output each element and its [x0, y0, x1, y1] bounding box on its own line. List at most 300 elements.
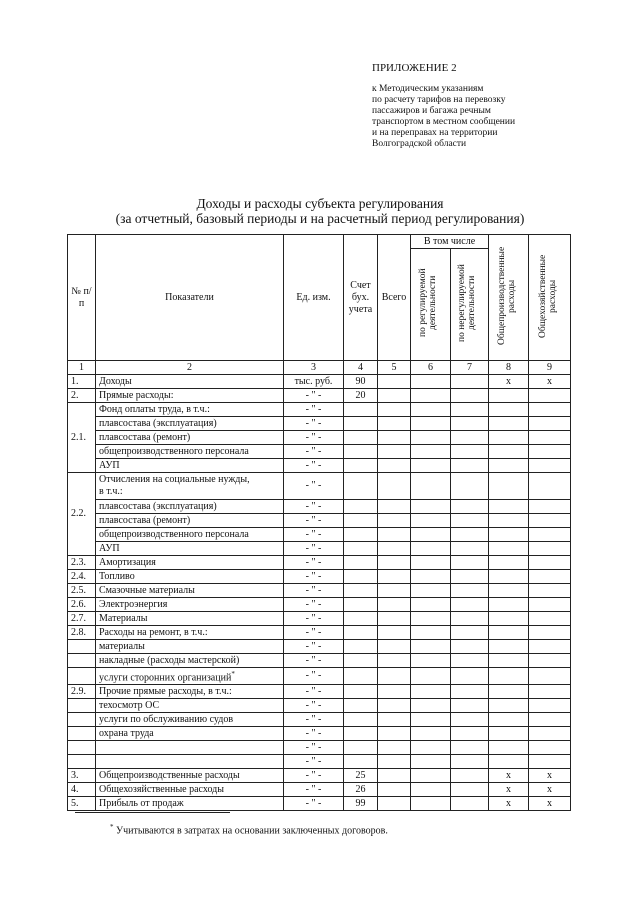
row-account	[344, 473, 378, 500]
indicator-text: услуги по обслуживанию судов	[99, 713, 234, 725]
appendix-line: пассажиров и багажа речным	[372, 106, 491, 116]
indicator-text: плавсостава (эксплуатация)	[99, 500, 217, 512]
indicator-text: плавсостава (ремонт)	[99, 514, 191, 526]
row-indicator	[96, 584, 284, 598]
indicator-text-cont: в т.ч.:	[99, 486, 123, 497]
row-general-prod	[489, 570, 529, 584]
row-general-admin	[529, 570, 571, 584]
row-regulated	[411, 626, 451, 640]
row-general-admin	[529, 699, 571, 713]
table-row	[68, 459, 571, 473]
row-account	[344, 654, 378, 668]
row-account	[344, 570, 378, 584]
row-indicator	[96, 699, 284, 713]
table-row	[68, 500, 571, 514]
row-nonregulated	[451, 556, 489, 570]
row-number	[68, 699, 96, 713]
row-general-prod	[489, 417, 529, 431]
row-general-prod	[489, 598, 529, 612]
document-title	[0, 196, 640, 226]
row-unit: - " -	[284, 584, 344, 598]
indicator-text: Прямые расходы:	[99, 389, 174, 401]
row-account	[344, 612, 378, 626]
row-general-admin	[529, 403, 571, 417]
row-nonregulated	[451, 640, 489, 654]
row-number	[68, 713, 96, 727]
indicator-text: охрана труда	[99, 727, 154, 739]
row-general-prod	[489, 713, 529, 727]
table-row	[68, 542, 571, 556]
indicator-text: плавсостава (ремонт)	[99, 431, 191, 443]
row-account: 26	[344, 783, 378, 797]
row-number	[68, 755, 96, 769]
footnote-mark: *	[110, 823, 114, 831]
row-general-admin	[529, 713, 571, 727]
row-general-admin	[529, 598, 571, 612]
row-regulated	[411, 570, 451, 584]
row-unit: - " -	[284, 445, 344, 459]
row-general-admin: x	[529, 769, 571, 783]
row-general-admin	[529, 626, 571, 640]
row-regulated	[411, 431, 451, 445]
row-general-admin	[529, 459, 571, 473]
table-row	[68, 528, 571, 542]
row-number	[68, 654, 96, 668]
row-total	[378, 584, 411, 598]
row-total	[378, 769, 411, 783]
appendix-line: и на переправах на территории	[372, 128, 498, 138]
row-nonregulated	[451, 783, 489, 797]
col-number: 1	[68, 361, 96, 375]
table-row	[68, 626, 571, 640]
header-nonregulated: по нерегулируемой деятельности	[451, 249, 489, 361]
row-indicator	[96, 668, 284, 685]
row-account	[344, 500, 378, 514]
appendix-reference	[372, 84, 582, 150]
row-general-prod	[489, 403, 529, 417]
row-total	[378, 445, 411, 459]
row-nonregulated	[451, 626, 489, 640]
indicator-text: АУП	[99, 542, 120, 554]
row-indicator	[96, 654, 284, 668]
table-row	[68, 556, 571, 570]
row-general-admin	[529, 556, 571, 570]
row-nonregulated	[451, 598, 489, 612]
row-total	[378, 612, 411, 626]
row-total	[378, 741, 411, 755]
row-general-admin	[529, 685, 571, 699]
title-line-1: Доходы и расходы субъекта регулирования	[196, 196, 444, 211]
row-nonregulated	[451, 668, 489, 685]
table-row	[68, 640, 571, 654]
row-nonregulated	[451, 403, 489, 417]
indicator-text: Смазочные материалы	[99, 584, 195, 596]
indicator-text: накладные (расходы мастерской)	[99, 654, 240, 666]
appendix-line: по расчету тарифов на перевозку	[372, 95, 506, 105]
row-nonregulated	[451, 459, 489, 473]
row-regulated	[411, 514, 451, 528]
col-number: 7	[451, 361, 489, 375]
row-regulated	[411, 417, 451, 431]
row-nonregulated	[451, 612, 489, 626]
table-row	[68, 769, 571, 783]
row-total	[378, 598, 411, 612]
table-row	[68, 431, 571, 445]
indicator-text: плавсостава (эксплуатация)	[99, 417, 217, 429]
row-nonregulated	[451, 685, 489, 699]
row-indicator	[96, 640, 284, 654]
row-general-admin	[529, 741, 571, 755]
row-unit: - " -	[284, 556, 344, 570]
row-number	[68, 640, 96, 654]
row-unit: - " -	[284, 598, 344, 612]
indicator-text: Амортизация	[99, 556, 156, 568]
table-row	[68, 685, 571, 699]
indicator-text: услуги сторонних организаций	[99, 672, 232, 684]
row-indicator	[96, 727, 284, 741]
row-account	[344, 556, 378, 570]
row-unit: - " -	[284, 612, 344, 626]
row-regulated	[411, 375, 451, 389]
indicator-text: Расходы на ремонт, в т.ч.:	[99, 626, 208, 638]
row-regulated	[411, 699, 451, 713]
row-indicator	[96, 612, 284, 626]
row-general-prod	[489, 556, 529, 570]
row-nonregulated	[451, 654, 489, 668]
row-general-prod	[489, 473, 529, 500]
row-regulated	[411, 685, 451, 699]
row-general-admin	[529, 473, 571, 500]
row-unit: - " -	[284, 741, 344, 755]
row-account: 25	[344, 769, 378, 783]
footnote-ref: *	[231, 670, 235, 678]
row-unit: - " -	[284, 769, 344, 783]
row-total	[378, 528, 411, 542]
indicator-text: общепроизводственного персонала	[99, 445, 249, 457]
row-nonregulated	[451, 570, 489, 584]
indicator-text: Топливо	[99, 570, 135, 582]
indicator-text: общепроизводственного персонала	[99, 528, 249, 540]
col-number: 3	[284, 361, 344, 375]
appendix-line: к Методическим указаниям	[372, 84, 484, 94]
row-nonregulated	[451, 542, 489, 556]
row-total	[378, 654, 411, 668]
row-number: 3.	[68, 769, 96, 783]
row-general-admin	[529, 668, 571, 685]
row-general-admin	[529, 654, 571, 668]
row-general-prod: x	[489, 375, 529, 389]
table-row	[68, 755, 571, 769]
row-regulated	[411, 783, 451, 797]
header-total: Всего	[378, 235, 411, 361]
row-general-admin	[529, 528, 571, 542]
row-general-prod	[489, 542, 529, 556]
row-unit: - " -	[284, 528, 344, 542]
row-account	[344, 727, 378, 741]
row-general-prod	[489, 654, 529, 668]
footnote-text: Учитываются в затратах на основании заключенных договоров.	[113, 825, 388, 837]
table-row	[68, 514, 571, 528]
row-general-prod	[489, 668, 529, 685]
row-unit: - " -	[284, 431, 344, 445]
row-unit: - " -	[284, 542, 344, 556]
table-row	[68, 473, 571, 500]
row-indicator	[96, 514, 284, 528]
row-general-prod	[489, 612, 529, 626]
row-account	[344, 445, 378, 459]
row-account	[344, 459, 378, 473]
table-row	[68, 375, 571, 389]
row-general-admin	[529, 755, 571, 769]
row-total	[378, 556, 411, 570]
row-total	[378, 375, 411, 389]
row-general-prod	[489, 389, 529, 403]
table-row	[68, 584, 571, 598]
row-unit: - " -	[284, 654, 344, 668]
row-general-admin	[529, 612, 571, 626]
row-total	[378, 403, 411, 417]
indicator-text: Общехозяйственные расходы	[99, 783, 224, 795]
row-indicator	[96, 417, 284, 431]
row-account	[344, 755, 378, 769]
row-general-admin	[529, 389, 571, 403]
row-total	[378, 473, 411, 500]
row-total	[378, 783, 411, 797]
row-nonregulated	[451, 500, 489, 514]
header-regulated: по регулируемой деятельности	[411, 249, 451, 361]
row-number: 4.	[68, 783, 96, 797]
row-nonregulated	[451, 769, 489, 783]
row-account	[344, 542, 378, 556]
row-regulated	[411, 528, 451, 542]
indicator-text: Электроэнергия	[99, 598, 168, 610]
row-unit: - " -	[284, 417, 344, 431]
row-regulated	[411, 769, 451, 783]
row-general-prod: x	[489, 797, 529, 811]
row-unit: - " -	[284, 626, 344, 640]
footnote	[110, 823, 388, 836]
row-regulated	[411, 668, 451, 685]
indicator-text: Прочие прямые расходы, в т.ч.:	[99, 685, 232, 697]
row-general-prod	[489, 514, 529, 528]
row-unit: - " -	[284, 640, 344, 654]
row-general-prod	[489, 431, 529, 445]
row-general-admin: x	[529, 375, 571, 389]
row-total	[378, 640, 411, 654]
row-account	[344, 668, 378, 685]
row-nonregulated	[451, 514, 489, 528]
row-regulated	[411, 459, 451, 473]
row-regulated	[411, 612, 451, 626]
row-number	[68, 668, 96, 685]
row-indicator	[96, 500, 284, 514]
header-num: № п/п	[68, 235, 96, 361]
table-row	[68, 654, 571, 668]
row-account	[344, 403, 378, 417]
row-total	[378, 797, 411, 811]
row-total	[378, 431, 411, 445]
header-account: Счет бух. учета	[344, 235, 378, 361]
row-number: 5.	[68, 797, 96, 811]
row-number: 2.5.	[68, 584, 96, 598]
row-number	[68, 741, 96, 755]
row-regulated	[411, 640, 451, 654]
col-number: 2	[96, 361, 284, 375]
row-indicator	[96, 403, 284, 417]
indicator-text: Доходы	[99, 375, 132, 387]
row-unit: - " -	[284, 685, 344, 699]
row-indicator	[96, 445, 284, 459]
col-number: 8	[489, 361, 529, 375]
table-row	[68, 797, 571, 811]
row-general-prod	[489, 640, 529, 654]
table-row	[68, 389, 571, 403]
row-number: 2.9.	[68, 685, 96, 699]
row-regulated	[411, 755, 451, 769]
row-regulated	[411, 445, 451, 459]
row-indicator	[96, 769, 284, 783]
table-row	[68, 612, 571, 626]
income-expense-table	[67, 234, 571, 811]
row-indicator	[96, 741, 284, 755]
row-general-admin: x	[529, 797, 571, 811]
row-regulated	[411, 542, 451, 556]
header-incl: В том числе	[411, 235, 489, 249]
indicator-text: Общепроизводственные расходы	[99, 769, 240, 781]
row-regulated	[411, 389, 451, 403]
row-general-prod	[489, 755, 529, 769]
table-row	[68, 699, 571, 713]
table-row	[68, 783, 571, 797]
row-indicator	[96, 473, 284, 500]
row-unit: - " -	[284, 797, 344, 811]
row-total	[378, 570, 411, 584]
indicator-text: Фонд оплаты труда, в т.ч.:	[99, 403, 210, 415]
row-number	[68, 727, 96, 741]
title-line-2: (за отчетный, базовый периоды и на расчетный период регулирования)	[115, 211, 525, 226]
row-number: 2.1.	[68, 403, 96, 473]
row-account: 99	[344, 797, 378, 811]
row-total	[378, 668, 411, 685]
row-general-prod	[489, 500, 529, 514]
row-indicator	[96, 685, 284, 699]
header-unit: Ед. изм.	[284, 235, 344, 361]
row-total	[378, 417, 411, 431]
row-regulated	[411, 654, 451, 668]
row-unit: - " -	[284, 389, 344, 403]
row-indicator	[96, 713, 284, 727]
row-general-prod	[489, 626, 529, 640]
row-account	[344, 626, 378, 640]
row-regulated	[411, 797, 451, 811]
row-account	[344, 713, 378, 727]
row-nonregulated	[451, 528, 489, 542]
row-indicator	[96, 783, 284, 797]
row-total	[378, 542, 411, 556]
row-general-admin	[529, 727, 571, 741]
col-number: 5	[378, 361, 411, 375]
row-indicator	[96, 389, 284, 403]
row-unit: - " -	[284, 500, 344, 514]
row-total	[378, 727, 411, 741]
row-nonregulated	[451, 741, 489, 755]
row-general-prod: x	[489, 769, 529, 783]
row-indicator	[96, 375, 284, 389]
table-row	[68, 570, 571, 584]
table-row	[68, 727, 571, 741]
row-account: 90	[344, 375, 378, 389]
row-account	[344, 640, 378, 654]
row-total	[378, 699, 411, 713]
row-nonregulated	[451, 699, 489, 713]
col-number: 9	[529, 361, 571, 375]
row-indicator	[96, 598, 284, 612]
row-unit: - " -	[284, 783, 344, 797]
row-nonregulated	[451, 375, 489, 389]
row-unit: - " -	[284, 668, 344, 685]
row-regulated	[411, 598, 451, 612]
table-row	[68, 403, 571, 417]
row-total	[378, 626, 411, 640]
row-general-prod	[489, 584, 529, 598]
row-nonregulated	[451, 584, 489, 598]
col-number: 6	[411, 361, 451, 375]
appendix-line: транспортом в местном сообщении	[372, 117, 516, 127]
row-indicator	[96, 528, 284, 542]
row-general-admin	[529, 417, 571, 431]
row-number: 2.8.	[68, 626, 96, 640]
row-account	[344, 598, 378, 612]
row-unit: - " -	[284, 570, 344, 584]
header-row	[68, 235, 571, 249]
row-general-admin	[529, 445, 571, 459]
row-indicator	[96, 755, 284, 769]
table-row	[68, 668, 571, 685]
indicator-text: Отчисления на социальные нужды,	[99, 474, 250, 485]
table-row	[68, 598, 571, 612]
header-indicator: Показатели	[96, 235, 284, 361]
header-general-prod: Общепроизводственные расходы	[489, 235, 529, 361]
row-account	[344, 431, 378, 445]
row-general-prod	[489, 528, 529, 542]
indicator-text: материалы	[99, 640, 145, 652]
row-nonregulated	[451, 389, 489, 403]
row-unit: - " -	[284, 403, 344, 417]
row-unit: - " -	[284, 699, 344, 713]
indicator-text: Прибыль от продаж	[99, 797, 184, 809]
row-regulated	[411, 556, 451, 570]
row-indicator	[96, 797, 284, 811]
row-general-admin	[529, 584, 571, 598]
row-regulated	[411, 500, 451, 514]
row-total	[378, 755, 411, 769]
row-total	[378, 514, 411, 528]
row-general-prod	[489, 459, 529, 473]
row-number: 2.7.	[68, 612, 96, 626]
indicator-text: Материалы	[99, 612, 148, 624]
row-unit: - " -	[284, 755, 344, 769]
row-unit: - " -	[284, 713, 344, 727]
indicator-text: АУП	[99, 459, 120, 471]
row-unit: тыс. руб.	[284, 375, 344, 389]
row-total	[378, 500, 411, 514]
row-general-admin	[529, 640, 571, 654]
appendix-title: ПРИЛОЖЕНИЕ 2	[372, 62, 457, 74]
row-nonregulated	[451, 473, 489, 500]
row-number: 1.	[68, 375, 96, 389]
row-general-admin	[529, 514, 571, 528]
row-nonregulated	[451, 727, 489, 741]
